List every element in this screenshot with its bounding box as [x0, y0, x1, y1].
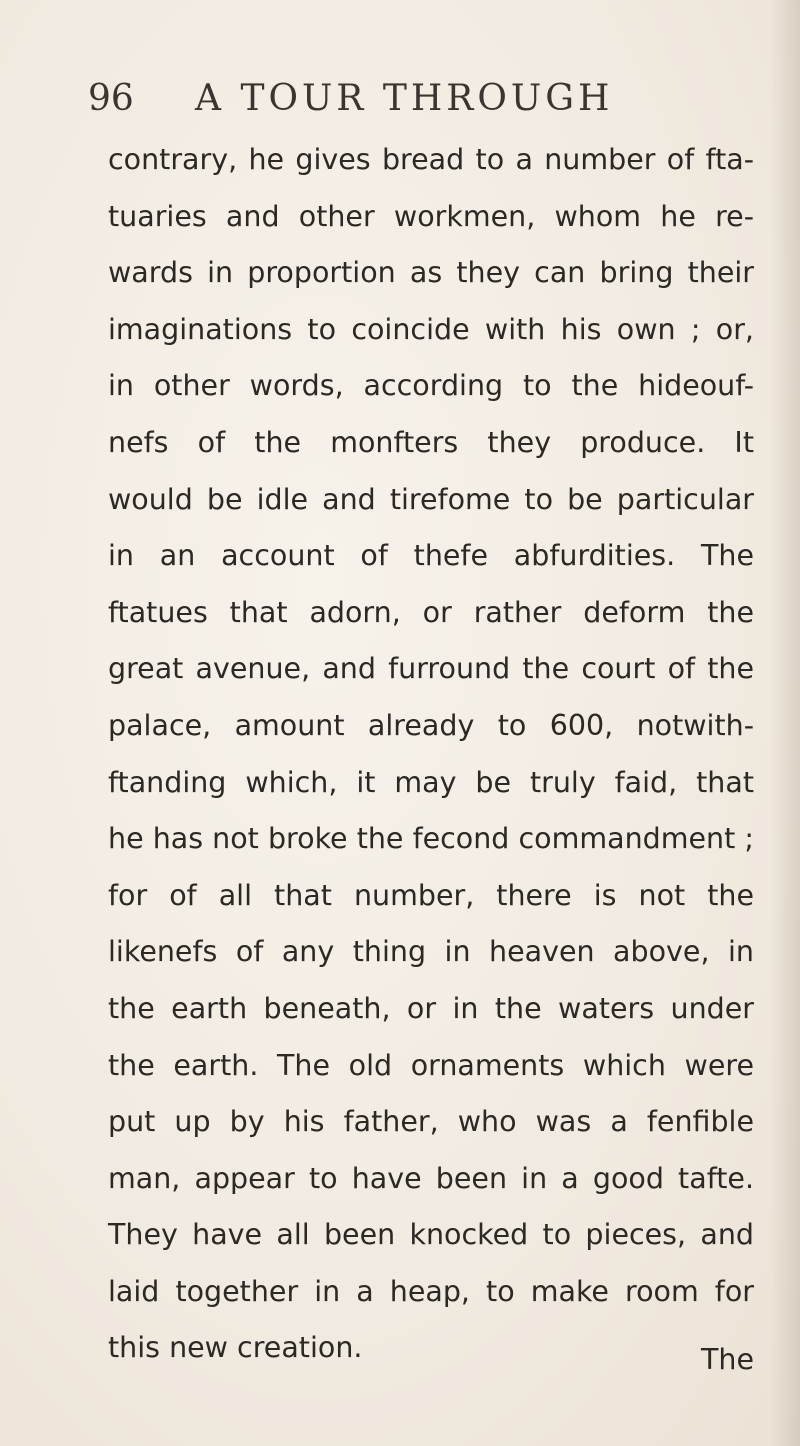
- text-line: likenefs of any thing in heaven above, in: [108, 935, 754, 969]
- text-line: for of all that number, there is not the: [108, 878, 754, 912]
- text-line: the earth beneath, or in the waters under: [108, 991, 754, 1025]
- text-line: wards in proportion as they can bring their: [108, 256, 754, 290]
- text-line: man, appear to have been in a good tafte.: [108, 1161, 754, 1195]
- text-line: would be idle and tirefome to be particular: [108, 482, 754, 516]
- text-line: the earth. The old ornaments which were: [108, 1048, 754, 1082]
- page-number: 96: [88, 78, 134, 119]
- text-line: put up by his father, who was a fenfible: [108, 1105, 754, 1139]
- text-line: nefs of the monfters they produce. It: [108, 425, 754, 459]
- text-line: in other words, according to the hideouf-: [108, 369, 754, 403]
- text-line: great avenue, and furround the court of the: [108, 652, 754, 686]
- text-line-last: this new creation.: [108, 1331, 363, 1365]
- text-line: contrary, he gives bread to a number of fta-: [108, 143, 754, 176]
- catchword-area: [108, 1332, 754, 1389]
- text-line: imaginations to coincide with his own ; or,: [108, 312, 754, 346]
- text-line: ftatues that adorn, or rather deform the: [108, 595, 754, 629]
- body-text: [108, 132, 754, 1377]
- page-edge-shadow: [770, 0, 800, 1446]
- text-line: he has not broke the fecond commandment ;: [108, 822, 754, 856]
- running-head: A TOUR THROUGH: [195, 78, 614, 119]
- text-line: ftanding which, it may be truly faid, that: [108, 765, 754, 799]
- text-line: palace, amount already to 600, notwith-: [108, 708, 754, 742]
- text-line: tuaries and other workmen, whom he re-: [108, 199, 754, 233]
- text-line: laid together in a heap, to make room for: [108, 1274, 754, 1308]
- catchword: The: [700, 1343, 754, 1376]
- text-line: They have all been knocked to pieces, and: [108, 1218, 754, 1252]
- text-line: in an account of thefe abfurdities. The: [108, 539, 754, 573]
